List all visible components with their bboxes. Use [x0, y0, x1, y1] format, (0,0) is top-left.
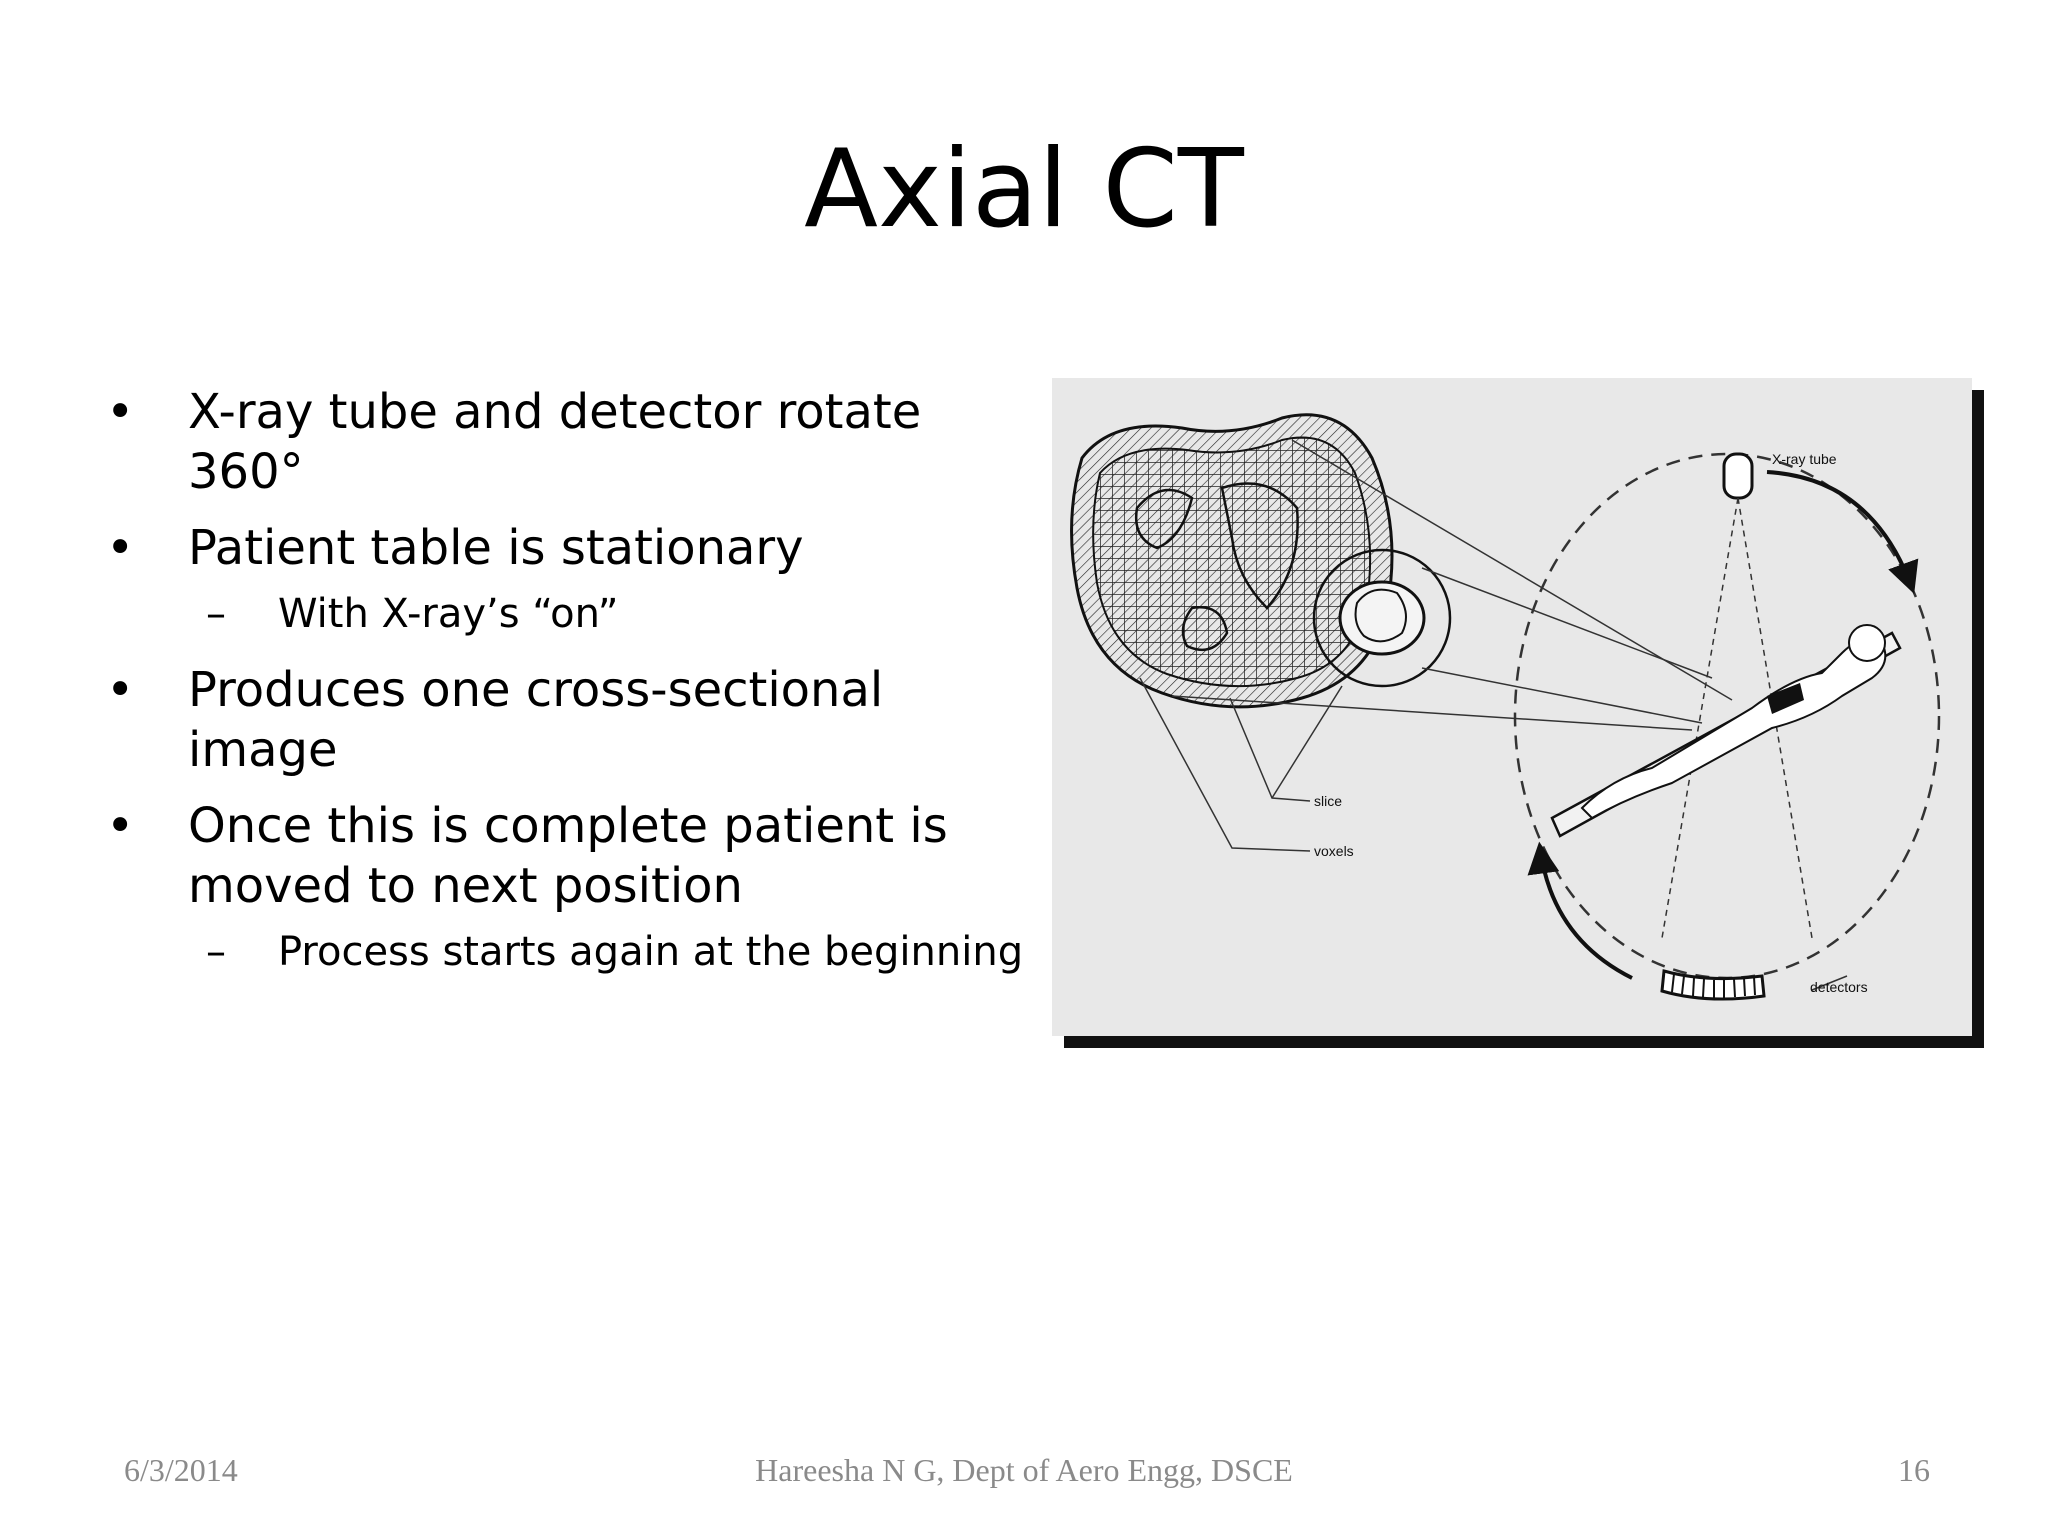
- sub-bullet-marker: –: [206, 929, 226, 975]
- sub-bullet-text: Process starts again at the beginning: [278, 929, 1024, 975]
- bullet-item: [106, 660, 1046, 780]
- bullet-marker: •: [106, 662, 135, 718]
- label-xray-tube: X-ray tube: [1772, 451, 1837, 467]
- bullet-marker: •: [106, 520, 135, 576]
- ct-diagram: [1052, 378, 1972, 1036]
- bullet-item: [106, 796, 1046, 916]
- sub-bullet-item: [106, 924, 1046, 980]
- ct-diagram-figure: [1052, 378, 1972, 1036]
- bullet-text: Once this is complete patient is moved to next position: [188, 798, 948, 914]
- label-voxels: voxels: [1314, 843, 1354, 859]
- bullet-item: [106, 382, 1046, 502]
- label-detectors: detectors: [1810, 979, 1868, 995]
- footer-date: 6/3/2014: [124, 1452, 238, 1488]
- bullet-item: [106, 518, 1046, 578]
- sub-bullet-item: [106, 586, 1046, 642]
- bullet-marker: •: [106, 798, 135, 854]
- sub-bullet-marker: –: [206, 591, 226, 637]
- rotation-arrow-top: [1767, 472, 1912, 588]
- slide-title: Axial CT: [804, 127, 1244, 252]
- bullet-text: X-ray tube and detector rotate 360°: [188, 384, 922, 500]
- detector-array-icon: [1662, 971, 1764, 999]
- bullet-text: Patient table is stationary: [188, 520, 804, 576]
- sub-bullet-text: With X-ray’s “on”: [278, 591, 619, 637]
- bullet-list: [106, 382, 1046, 980]
- gantry-path: [1515, 454, 1939, 978]
- footer-page-number: 16: [1898, 1452, 1930, 1488]
- bullet-text: Produces one cross-sectional image: [188, 662, 884, 778]
- patient-table-icon: [1552, 625, 1900, 836]
- footer-author: Hareesha N G, Dept of Aero Engg, DSCE: [755, 1452, 1293, 1488]
- bullet-marker: •: [106, 384, 135, 440]
- label-slice: slice: [1314, 793, 1343, 809]
